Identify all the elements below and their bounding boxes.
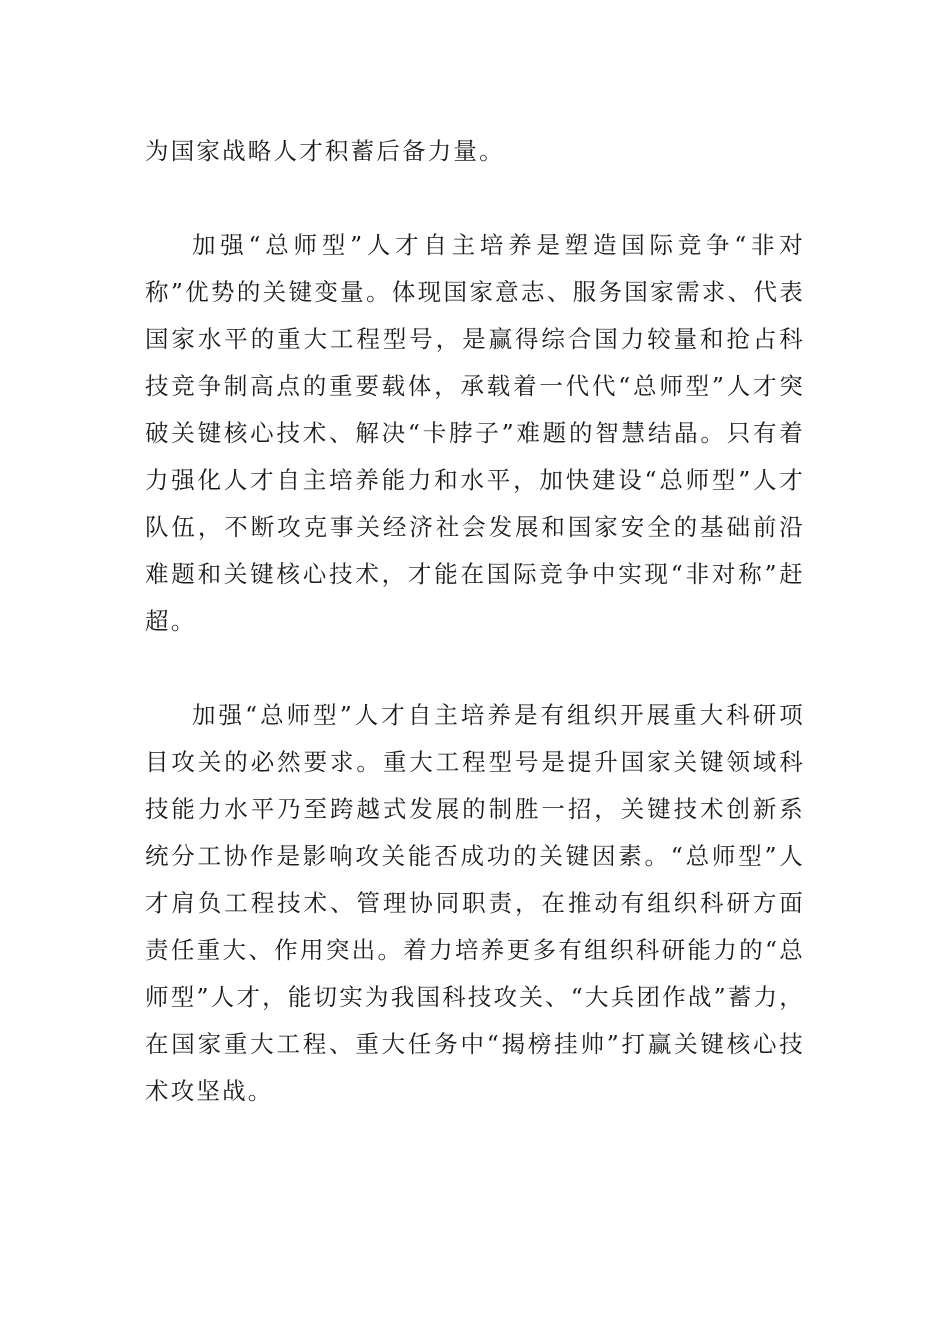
paragraph-gap	[145, 645, 805, 692]
document-body	[145, 128, 805, 1115]
paragraph-1: 为国家战略人才积蓄后备力量。	[145, 137, 505, 165]
paragraph-3: 加强“总师型”人才自主培养是有组织开展重大科研项目攻关的必然要求。重大工程型号是提升国家关键领域科技能力水平乃至跨越式发展的制胜一招，关键技术创新系统分工协作是影响攻关能否成功的关键因素。“总师型”人才肩负工程技术、管理协同职责，在推动有组织科研方面责任重大、作用突出。着力培养更多有组织科研能力的“总师型”人才，能切实为我国科技攻关、“大兵团作战”蓄力，在国家重大工程、重大任务中“揭榜挂帅”打赢关键核心技术攻坚战。	[145, 701, 805, 1105]
paragraph-gap	[145, 175, 805, 222]
paragraph-2: 加强“总师型”人才自主培养是塑造国际竞争“非对称”优势的关键变量。体现国家意志、服务国家需求、代表国家水平的重大工程型号，是赢得综合国力较量和抢占科技竞争制高点的重要载体，承载着一代代“总师型”人才突破关键核心技术、解决“卡脖子”难题的智慧结晶。只有着力强化人才自主培养能力和水平，加快建设“总师型”人才队伍，不断攻克事关经济社会发展和国家安全的基础前沿难题和关键核心技术，才能在国际竞争中实现“非对称”赶超。	[145, 231, 805, 635]
